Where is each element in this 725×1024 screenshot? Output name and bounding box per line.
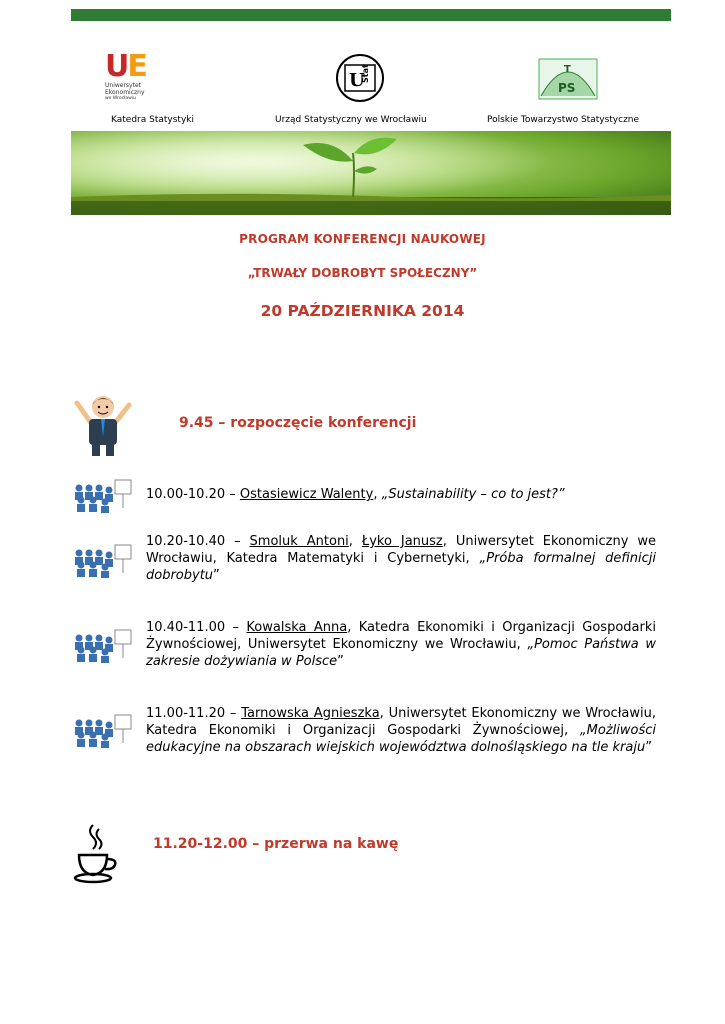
program-title: PROGRAM KONFERENCJI NAUKOWEJ — [239, 232, 486, 246]
ustat-logo-u: U — [349, 70, 365, 91]
session-title: „Możliwości edukacyjne na obszarach wiejskich województwa dolnośląskiego na tle kraju — [146, 723, 656, 755]
ustat-logo — [335, 53, 385, 103]
top-green-bar — [71, 9, 671, 21]
pts-logo — [538, 58, 598, 100]
audience-presentation-icon — [71, 713, 133, 753]
ue-logo-line3: we Wrocławiu — [105, 96, 136, 101]
institution-label-3: Polskie Towarzystwo Statystyczne — [487, 115, 640, 125]
session-author: Łyko Janusz — [361, 534, 443, 549]
session-title: „Sustainability – co to jest?” — [381, 487, 565, 502]
sprout-banner-image — [71, 131, 671, 215]
opening-time-heading: 9.45 – rozpoczęcie konferencji — [179, 415, 417, 431]
audience-presentation-icon — [71, 543, 133, 583]
session-item-3: 10.40-11.00 – Kowalska Anna, Katedra Ekonomiki i Organizacji Gospodarki Żywnościowej, Uniwersytet Ekonomiczny we Wrocławiu, „Pomoc Państwa w zakresie dożywiania w Polsce” — [146, 620, 657, 669]
session-item-4: 11.00-11.20 – Tarnowska Agnieszka, Uniwersytet Ekonomiczny we Wrocławiu, Katedra Ekonomiki i Organizacji Gospodarki Żywnościowej, „Możliwości edukacyjne na obszarach wiejskich województwa dolnośląskiego na tle kraju” — [146, 706, 656, 755]
coffee-break-heading: 11.20-12.00 – przerwa na kawę — [153, 836, 399, 852]
institution-label-1: Katedra Statystyki — [111, 115, 194, 125]
ue-logo-line1: Uniwersytet — [105, 82, 141, 89]
session-title: „Pomoc Państwa w zakresie dożywiania w Polsce — [146, 637, 657, 669]
conference-date: 20 PAŹDZIERNIKA 2014 — [260, 302, 465, 320]
audience-presentation-icon — [71, 478, 133, 518]
pts-logo-ps: PS — [558, 81, 576, 95]
session-author: Ostasiewicz Walenty — [239, 487, 374, 502]
audience-presentation-icon — [71, 628, 133, 668]
ustat-logo-stat: Stat — [361, 64, 370, 83]
ue-logo-line2: Ekonomiczny — [105, 88, 145, 96]
conference-name: „TRWAŁY DOBROBYT SPOŁECZNY” — [247, 266, 478, 280]
session-author: Smoluk Antoni — [249, 534, 349, 549]
session-author: Tarnowska Agnieszka — [241, 706, 380, 721]
session-title: „Próba formalnej definicji dobrobytu — [146, 551, 656, 583]
session-item-2: 10.20-10.40 – Smoluk Antoni, Łyko Janusz, Uniwersytet Ekonomiczny we Wrocławiu, Katedra Matematyki i Cybernetyki, „Próba formalnej definicji dobrobytu” — [146, 534, 656, 583]
pts-logo-t: T — [564, 64, 571, 75]
session-item-1: 10.00-10.20 – Ostasiewicz Walenty, „Sustainability – co to jest?” — [146, 487, 565, 502]
coffee-cup-icon — [73, 823, 119, 889]
ue-logo: UE Uniwersytet Ekonomiczny we Wrocławiu — [105, 52, 175, 108]
institution-label-2: Urząd Statystyczny we Wrocławiu — [275, 115, 427, 125]
session-author: Kowalska Anna — [246, 620, 348, 635]
presenter-person-icon — [73, 393, 133, 461]
